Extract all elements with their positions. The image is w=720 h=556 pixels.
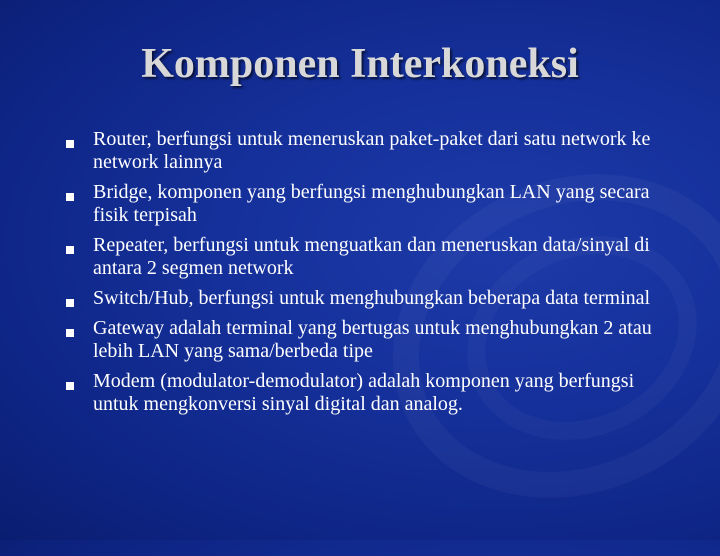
bullet-text: Gateway adalah terminal yang bertugas untuk menghubungkan 2 atau lebih LAN yang sama/berbeda tipe <box>93 317 652 362</box>
bullet-item-router <box>62 128 682 174</box>
square-bullet-icon <box>66 299 74 307</box>
square-bullet-icon <box>66 193 74 201</box>
square-bullet-icon <box>66 140 74 148</box>
bullet-text: Switch/Hub, berfungsi untuk menghubungkan beberapa data terminal <box>93 287 651 309</box>
bullet-text: Bridge, komponen yang berfungsi menghubungkan LAN yang secara fisik terpisah <box>93 181 650 226</box>
slide-title: Komponen Interkoneksi <box>141 41 579 87</box>
bullet-item-modem <box>62 370 682 416</box>
square-bullet-icon <box>66 329 74 337</box>
bullet-list <box>62 128 682 423</box>
bullet-text: Router, berfungsi untuk meneruskan paket-paket dari satu network ke network lainnya <box>93 128 651 173</box>
bullet-text: Modem (modulator-demodulator) adalah komponen yang berfungsi untuk mengkonversi sinyal digital dan analog. <box>93 370 635 415</box>
bullet-item-gateway <box>62 317 682 363</box>
square-bullet-icon <box>66 246 74 254</box>
bullet-item-repeater <box>62 234 682 280</box>
bullet-item-bridge <box>62 181 682 227</box>
square-bullet-icon <box>66 382 74 390</box>
bullet-text: Repeater, berfungsi untuk menguatkan dan meneruskan data/sinyal di antara 2 segmen network <box>93 234 650 279</box>
bullet-item-switch-hub <box>62 287 682 310</box>
